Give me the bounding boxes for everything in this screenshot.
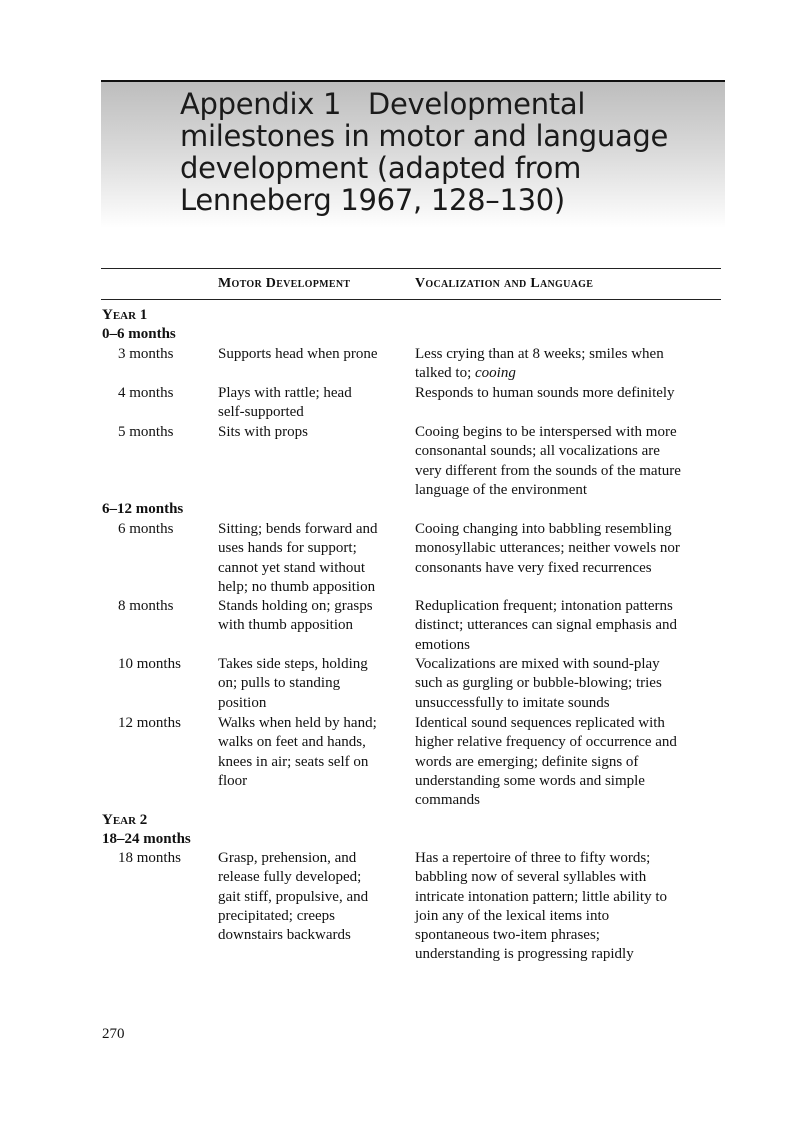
motor-cell [218,714,403,791]
motor-line: with thumb apposition [218,617,353,634]
title-band [101,80,725,228]
motor-line: Supports head when prone [218,346,378,362]
language-line: consonants have very fixed recurrences [415,559,652,576]
motor-cell [218,655,403,713]
motor-line: Takes side steps, holding [218,656,368,672]
language-line [415,364,715,383]
language-text: talked to; [415,365,472,382]
language-cell [415,655,715,713]
language-line: babbling now of several syllables with [415,869,647,886]
motor-line: Stands holding on; grasps [218,598,373,614]
age-cell: 3 months [118,346,174,362]
language-cell [415,849,715,965]
column-header-motor: Motor Development [218,276,351,291]
language-cell [415,597,715,655]
age-cell: 6 months [118,521,174,537]
motor-line: position [218,694,267,711]
language-line: higher relative frequency of occurrence and [415,734,677,751]
motor-cell [218,849,403,945]
motor-line: Sits with props [218,424,309,440]
language-line: Has a repertoire of three to fifty words; [415,850,651,866]
age-cell: 12 months [118,715,181,731]
table-header-rule [101,299,721,300]
motor-line: walks on feet and hands, [218,734,366,751]
motor-line: Grasp, prehension, and [218,850,357,866]
language-line: commands [415,792,480,809]
page-number: 270 [102,1026,125,1042]
age-cell: 8 months [118,598,174,614]
age-cell: 5 months [118,424,174,440]
language-line: Less crying than at 8 weeks; smiles when [415,346,664,362]
motor-line: self-supported [218,404,304,421]
table-top-rule [101,268,721,269]
language-cell [415,520,715,578]
motor-line: cannot yet stand without [218,559,366,576]
language-line: unsuccessfully to imitate sounds [415,694,610,711]
language-line: emotions [415,636,470,653]
motor-cell [218,345,403,364]
language-line: Responds to human sounds more definitely [415,385,675,401]
language-line: Cooing changing into babbling resembling [415,521,672,537]
language-line: intricate intonation pattern; little ability to [415,888,668,905]
motor-line: Walks when held by hand; [218,715,377,731]
language-line: Identical sound sequences replicated with [415,715,665,731]
column-header-language: Vocalization and Language [415,276,594,291]
motor-line: on; pulls to standing [218,675,341,692]
period-heading: 18–24 months [102,831,191,847]
motor-line: Sitting; bends forward and [218,521,378,537]
age-cell: 10 months [118,656,181,672]
title-line-2: milestones in motor and language [180,119,669,153]
title-line-3: development (adapted from [180,151,582,185]
motor-cell [218,597,403,636]
motor-line: knees in air; seats self on [218,753,369,770]
language-line: spontaneous two-item phrases; [415,927,600,944]
language-line: words are emerging; definite signs of [415,753,639,770]
language-line: consonantal sounds; all vocalizations are [415,443,660,460]
title-line-4: Lenneberg 1967, 128–130) [180,183,565,217]
page-title [180,88,680,216]
language-cell [415,423,715,500]
motor-line: release fully developed; [218,869,362,886]
language-line: join any of the lexical items into [415,907,610,924]
motor-line: uses hands for support; [218,540,357,557]
language-line: distinct; utterances can signal emphasis and [415,617,678,634]
motor-line: gait stiff, propulsive, and [218,888,369,905]
age-cell: 18 months [118,850,181,866]
motor-line: floor [218,772,248,789]
period-heading: 0–6 months [102,326,176,342]
motor-line: precipitated; creeps [218,907,336,924]
language-line: very different from the sounds of the mature [415,462,681,479]
language-line: Cooing begins to be interspersed with more [415,424,677,440]
language-cell [415,714,715,810]
motor-cell [218,384,403,423]
language-line: such as gurgling or bubble-blowing; tries [415,675,662,692]
language-line: understanding is progressing rapidly [415,946,634,963]
year-heading: Year 1 [102,307,148,323]
year-heading: Year 2 [102,812,148,828]
language-term-italic: cooing [475,365,516,382]
language-line: Vocalizations are mixed with sound-play [415,656,660,672]
age-cell: 4 months [118,385,174,401]
motor-cell [218,520,403,597]
motor-line: help; no thumb apposition [218,578,376,595]
period-heading: 6–12 months [102,501,184,517]
language-line: monosyllabic utterances; neither vowels nor [415,540,680,557]
motor-line: downstairs backwards [218,927,351,944]
language-cell [415,384,715,403]
language-line: language of the environment [415,481,588,498]
language-line: understanding some words and simple [415,772,645,789]
language-line: Reduplication frequent; intonation patterns [415,598,673,614]
motor-line: Plays with rattle; head [218,385,352,401]
language-cell [415,345,715,384]
title-line-1: Appendix 1 Developmental [180,87,586,121]
motor-cell [218,423,403,442]
